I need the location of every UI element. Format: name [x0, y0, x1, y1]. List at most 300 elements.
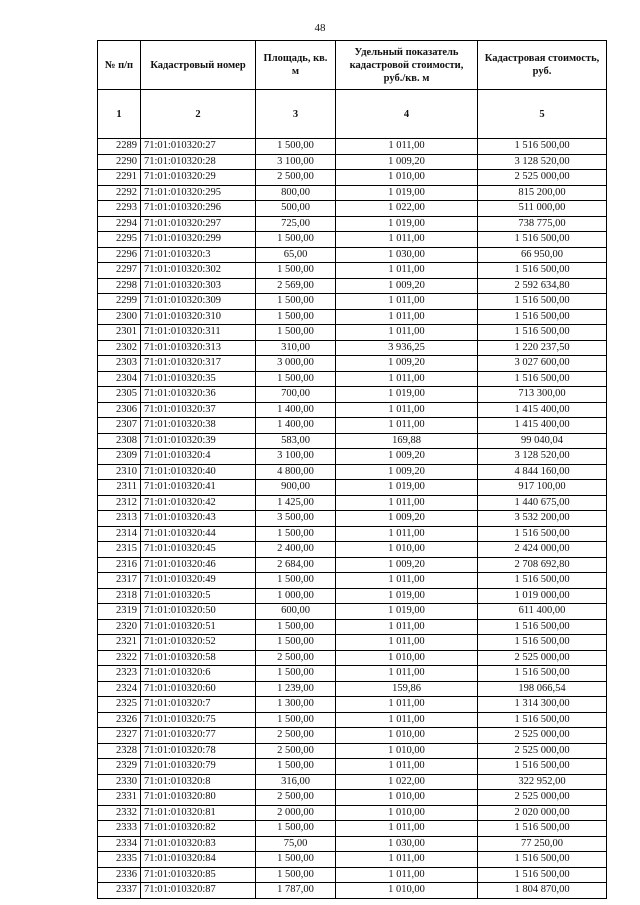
area-cell: 1 500,00 — [256, 852, 336, 868]
cadastral-value-cell: 1 516 500,00 — [478, 821, 607, 837]
cadastral-number-cell: 71:01:010320:295 — [141, 185, 256, 201]
area-cell: 1 500,00 — [256, 232, 336, 248]
cadastral-value-cell: 611 400,00 — [478, 604, 607, 620]
table-row — [98, 139, 607, 155]
specific-value-cell: 159,86 — [336, 681, 478, 697]
area-cell: 2 500,00 — [256, 743, 336, 759]
cadastral-value-cell: 917 100,00 — [478, 480, 607, 496]
table-row — [98, 402, 607, 418]
area-cell: 2 500,00 — [256, 170, 336, 186]
specific-value-cell: 1 022,00 — [336, 201, 478, 217]
table-row — [98, 247, 607, 263]
specific-value-cell: 1 019,00 — [336, 480, 478, 496]
cadastral-value-cell: 2 020 000,00 — [478, 805, 607, 821]
table-row — [98, 232, 607, 248]
table-row — [98, 573, 607, 589]
cadastral-number-cell: 71:01:010320:8 — [141, 774, 256, 790]
specific-value-cell: 1 011,00 — [336, 526, 478, 542]
specific-value-cell: 1 010,00 — [336, 728, 478, 744]
cadastral-number-cell: 71:01:010320:37 — [141, 402, 256, 418]
specific-value-cell: 1 011,00 — [336, 309, 478, 325]
cadastral-number-cell: 71:01:010320:78 — [141, 743, 256, 759]
specific-value-cell: 3 936,25 — [336, 340, 478, 356]
area-cell: 1 500,00 — [256, 712, 336, 728]
cadastral-value-cell: 1 804 870,00 — [478, 883, 607, 899]
area-cell: 2 500,00 — [256, 790, 336, 806]
row-number-cell: 2319 — [98, 604, 141, 620]
cadastral-value-cell: 1 516 500,00 — [478, 139, 607, 155]
cadastral-value-cell: 738 775,00 — [478, 216, 607, 232]
area-cell: 1 500,00 — [256, 263, 336, 279]
cadastral-value-cell: 1 516 500,00 — [478, 666, 607, 682]
row-number-cell: 2303 — [98, 356, 141, 372]
column-number: 2 — [141, 90, 256, 139]
table-row — [98, 697, 607, 713]
column-number: 5 — [478, 90, 607, 139]
cadastral-number-cell: 71:01:010320:41 — [141, 480, 256, 496]
area-cell: 1 500,00 — [256, 821, 336, 837]
cadastral-number-cell: 71:01:010320:82 — [141, 821, 256, 837]
row-number-cell: 2336 — [98, 867, 141, 883]
cadastral-number-cell: 71:01:010320:309 — [141, 294, 256, 310]
specific-value-cell: 1 011,00 — [336, 325, 478, 341]
cadastral-number-cell: 71:01:010320:299 — [141, 232, 256, 248]
row-number-cell: 2325 — [98, 697, 141, 713]
area-cell: 1 000,00 — [256, 588, 336, 604]
specific-value-cell: 1 011,00 — [336, 371, 478, 387]
row-number-cell: 2315 — [98, 542, 141, 558]
cadastral-value-cell: 198 066,54 — [478, 681, 607, 697]
table-row — [98, 681, 607, 697]
table-row — [98, 201, 607, 217]
row-number-cell: 2309 — [98, 449, 141, 465]
row-number-cell: 2302 — [98, 340, 141, 356]
row-number-cell: 2327 — [98, 728, 141, 744]
specific-value-cell: 1 011,00 — [336, 232, 478, 248]
table-row — [98, 836, 607, 852]
area-cell: 2 500,00 — [256, 650, 336, 666]
cadastral-value-cell: 2 525 000,00 — [478, 728, 607, 744]
cadastral-value-cell: 1 516 500,00 — [478, 371, 607, 387]
specific-value-cell: 1 022,00 — [336, 774, 478, 790]
cadastral-value-cell: 1 220 237,50 — [478, 340, 607, 356]
cadastral-number-cell: 71:01:010320:46 — [141, 557, 256, 573]
specific-value-cell: 1 011,00 — [336, 697, 478, 713]
header-row-number: № п/п — [98, 41, 141, 90]
specific-value-cell: 1 019,00 — [336, 588, 478, 604]
row-number-cell: 2308 — [98, 433, 141, 449]
table-row — [98, 542, 607, 558]
specific-value-cell: 1 011,00 — [336, 635, 478, 651]
cadastral-number-cell: 71:01:010320:313 — [141, 340, 256, 356]
area-cell: 75,00 — [256, 836, 336, 852]
cadastral-value-cell: 1 516 500,00 — [478, 294, 607, 310]
cadastral-number-cell: 71:01:010320:4 — [141, 449, 256, 465]
table-row — [98, 170, 607, 186]
area-cell: 1 500,00 — [256, 867, 336, 883]
specific-value-cell: 1 030,00 — [336, 247, 478, 263]
specific-value-cell: 1 009,20 — [336, 154, 478, 170]
specific-value-cell: 1 009,20 — [336, 449, 478, 465]
table-row — [98, 635, 607, 651]
row-number-cell: 2320 — [98, 619, 141, 635]
specific-value-cell: 1 019,00 — [336, 185, 478, 201]
table-row — [98, 433, 607, 449]
area-cell: 3 100,00 — [256, 449, 336, 465]
area-cell: 3 100,00 — [256, 154, 336, 170]
area-cell: 310,00 — [256, 340, 336, 356]
table-row — [98, 650, 607, 666]
area-cell: 1 500,00 — [256, 309, 336, 325]
row-number-cell: 2310 — [98, 464, 141, 480]
specific-value-cell: 1 011,00 — [336, 402, 478, 418]
area-cell: 1 400,00 — [256, 402, 336, 418]
specific-value-cell: 1 009,20 — [336, 464, 478, 480]
area-cell: 700,00 — [256, 387, 336, 403]
table-body — [98, 139, 607, 899]
row-number-cell: 2326 — [98, 712, 141, 728]
specific-value-cell: 1 009,20 — [336, 511, 478, 527]
table-row — [98, 449, 607, 465]
row-number-cell: 2328 — [98, 743, 141, 759]
header-cadastral-number: Кадастровый номер — [141, 41, 256, 90]
cadastral-number-cell: 71:01:010320:42 — [141, 495, 256, 511]
area-cell: 1 500,00 — [256, 139, 336, 155]
cadastral-number-cell: 71:01:010320:35 — [141, 371, 256, 387]
specific-value-cell: 169,88 — [336, 433, 478, 449]
area-cell: 1 500,00 — [256, 526, 336, 542]
area-cell: 1 300,00 — [256, 697, 336, 713]
row-number-cell: 2323 — [98, 666, 141, 682]
cadastral-value-cell: 1 440 675,00 — [478, 495, 607, 511]
table-row — [98, 387, 607, 403]
cadastral-number-cell: 71:01:010320:85 — [141, 867, 256, 883]
cadastral-value-cell: 1 415 400,00 — [478, 402, 607, 418]
row-number-cell: 2322 — [98, 650, 141, 666]
table-row — [98, 883, 607, 899]
specific-value-cell: 1 011,00 — [336, 495, 478, 511]
row-number-cell: 2317 — [98, 573, 141, 589]
cadastral-value-cell: 3 532 200,00 — [478, 511, 607, 527]
cadastral-value-cell: 1 314 300,00 — [478, 697, 607, 713]
cadastral-number-cell: 71:01:010320:28 — [141, 154, 256, 170]
row-number-cell: 2332 — [98, 805, 141, 821]
cadastral-number-cell: 71:01:010320:87 — [141, 883, 256, 899]
table-row — [98, 526, 607, 542]
area-cell: 600,00 — [256, 604, 336, 620]
row-number-cell: 2337 — [98, 883, 141, 899]
cadastral-number-cell: 71:01:010320:29 — [141, 170, 256, 186]
table-row — [98, 712, 607, 728]
row-number-cell: 2291 — [98, 170, 141, 186]
table-row — [98, 371, 607, 387]
column-number: 3 — [256, 90, 336, 139]
table-row — [98, 216, 607, 232]
table-row — [98, 418, 607, 434]
cadastral-value-cell: 2 525 000,00 — [478, 790, 607, 806]
area-cell: 1 425,00 — [256, 495, 336, 511]
table-row — [98, 480, 607, 496]
cadastral-value-cell: 1 415 400,00 — [478, 418, 607, 434]
specific-value-cell: 1 030,00 — [336, 836, 478, 852]
area-cell: 800,00 — [256, 185, 336, 201]
row-number-cell: 2301 — [98, 325, 141, 341]
cadastral-value-cell: 1 516 500,00 — [478, 712, 607, 728]
cadastral-number-cell: 71:01:010320:51 — [141, 619, 256, 635]
cadastral-number-cell: 71:01:010320:75 — [141, 712, 256, 728]
row-number-cell: 2333 — [98, 821, 141, 837]
cadastral-value-cell: 3 128 520,00 — [478, 449, 607, 465]
table-row — [98, 852, 607, 868]
area-cell: 2 000,00 — [256, 805, 336, 821]
area-cell: 65,00 — [256, 247, 336, 263]
cadastral-value-cell: 1 516 500,00 — [478, 309, 607, 325]
cadastral-number-cell: 71:01:010320:5 — [141, 588, 256, 604]
specific-value-cell: 1 009,20 — [336, 356, 478, 372]
cadastral-number-cell: 71:01:010320:38 — [141, 418, 256, 434]
table-row — [98, 666, 607, 682]
row-number-cell: 2334 — [98, 836, 141, 852]
row-number-cell: 2307 — [98, 418, 141, 434]
cadastral-number-cell: 71:01:010320:84 — [141, 852, 256, 868]
area-cell: 583,00 — [256, 433, 336, 449]
row-number-cell: 2305 — [98, 387, 141, 403]
specific-value-cell: 1 011,00 — [336, 821, 478, 837]
header-cadastral-value: Кадастровая стоимость, руб. — [478, 41, 607, 90]
cadastral-number-cell: 71:01:010320:40 — [141, 464, 256, 480]
cadastral-number-cell: 71:01:010320:39 — [141, 433, 256, 449]
specific-value-cell: 1 009,20 — [336, 278, 478, 294]
table-row — [98, 309, 607, 325]
cadastral-number-cell: 71:01:010320:311 — [141, 325, 256, 341]
cadastral-number-cell: 71:01:010320:43 — [141, 511, 256, 527]
cadastral-number-cell: 71:01:010320:27 — [141, 139, 256, 155]
cadastral-number-cell: 71:01:010320:296 — [141, 201, 256, 217]
cadastral-value-cell: 1 516 500,00 — [478, 759, 607, 775]
area-cell: 1 500,00 — [256, 635, 336, 651]
cadastral-value-cell: 2 708 692,80 — [478, 557, 607, 573]
row-number-cell: 2300 — [98, 309, 141, 325]
area-cell: 1 500,00 — [256, 325, 336, 341]
row-number-cell: 2295 — [98, 232, 141, 248]
area-cell: 2 569,00 — [256, 278, 336, 294]
cadastral-number-cell: 71:01:010320:81 — [141, 805, 256, 821]
area-cell: 1 500,00 — [256, 371, 336, 387]
row-number-cell: 2329 — [98, 759, 141, 775]
table-row — [98, 867, 607, 883]
row-number-cell: 2298 — [98, 278, 141, 294]
area-cell: 500,00 — [256, 201, 336, 217]
table-row — [98, 263, 607, 279]
cadastral-value-cell: 1 516 500,00 — [478, 232, 607, 248]
row-number-cell: 2290 — [98, 154, 141, 170]
specific-value-cell: 1 011,00 — [336, 619, 478, 635]
cadastral-value-cell: 1 516 500,00 — [478, 619, 607, 635]
cadastral-value-table — [97, 40, 607, 899]
area-cell: 1 500,00 — [256, 759, 336, 775]
specific-value-cell: 1 011,00 — [336, 418, 478, 434]
cadastral-value-cell: 2 525 000,00 — [478, 170, 607, 186]
cadastral-value-cell: 4 844 160,00 — [478, 464, 607, 480]
header-specific-value: Удельный показатель кадастровой стоимости, руб./кв. м — [336, 41, 478, 90]
cadastral-value-cell: 99 040,04 — [478, 433, 607, 449]
area-cell: 1 500,00 — [256, 666, 336, 682]
row-number-cell: 2324 — [98, 681, 141, 697]
specific-value-cell: 1 010,00 — [336, 790, 478, 806]
table-row — [98, 356, 607, 372]
area-cell: 725,00 — [256, 216, 336, 232]
cadastral-value-cell: 1 019 000,00 — [478, 588, 607, 604]
specific-value-cell: 1 010,00 — [336, 805, 478, 821]
row-number-cell: 2330 — [98, 774, 141, 790]
row-number-cell: 2313 — [98, 511, 141, 527]
specific-value-cell: 1 011,00 — [336, 573, 478, 589]
table-row — [98, 495, 607, 511]
specific-value-cell: 1 011,00 — [336, 666, 478, 682]
cadastral-number-cell: 71:01:010320:303 — [141, 278, 256, 294]
cadastral-value-cell: 1 516 500,00 — [478, 635, 607, 651]
area-cell: 3 500,00 — [256, 511, 336, 527]
page-number: 48 — [314, 22, 326, 34]
area-cell: 1 787,00 — [256, 883, 336, 899]
cadastral-number-cell: 71:01:010320:297 — [141, 216, 256, 232]
cadastral-number-cell: 71:01:010320:77 — [141, 728, 256, 744]
row-number-cell: 2331 — [98, 790, 141, 806]
area-cell: 1 500,00 — [256, 619, 336, 635]
cadastral-value-cell: 511 000,00 — [478, 201, 607, 217]
table-row — [98, 821, 607, 837]
cadastral-number-cell: 71:01:010320:317 — [141, 356, 256, 372]
cadastral-value-cell: 322 952,00 — [478, 774, 607, 790]
table-row — [98, 185, 607, 201]
table-row — [98, 511, 607, 527]
row-number-cell: 2335 — [98, 852, 141, 868]
row-number-cell: 2318 — [98, 588, 141, 604]
row-number-cell: 2306 — [98, 402, 141, 418]
cadastral-value-cell: 1 516 500,00 — [478, 573, 607, 589]
table-row — [98, 790, 607, 806]
row-number-cell: 2294 — [98, 216, 141, 232]
specific-value-cell: 1 010,00 — [336, 542, 478, 558]
table-row — [98, 604, 607, 620]
area-cell: 1 500,00 — [256, 573, 336, 589]
row-number-cell: 2316 — [98, 557, 141, 573]
area-cell: 2 400,00 — [256, 542, 336, 558]
cadastral-number-cell: 71:01:010320:310 — [141, 309, 256, 325]
cadastral-number-cell: 71:01:010320:80 — [141, 790, 256, 806]
table-row — [98, 154, 607, 170]
cadastral-value-cell: 1 516 500,00 — [478, 325, 607, 341]
row-number-cell: 2296 — [98, 247, 141, 263]
specific-value-cell: 1 019,00 — [336, 387, 478, 403]
row-number-cell: 2311 — [98, 480, 141, 496]
row-number-cell: 2289 — [98, 139, 141, 155]
column-number: 4 — [336, 90, 478, 139]
table-row — [98, 278, 607, 294]
row-number-cell: 2292 — [98, 185, 141, 201]
cadastral-value-cell: 1 516 500,00 — [478, 852, 607, 868]
cadastral-number-cell: 71:01:010320:58 — [141, 650, 256, 666]
table-row — [98, 805, 607, 821]
specific-value-cell: 1 011,00 — [336, 294, 478, 310]
row-number-cell: 2312 — [98, 495, 141, 511]
row-number-cell: 2293 — [98, 201, 141, 217]
specific-value-cell: 1 011,00 — [336, 759, 478, 775]
cadastral-value-cell: 1 516 500,00 — [478, 526, 607, 542]
row-number-cell: 2299 — [98, 294, 141, 310]
specific-value-cell: 1 011,00 — [336, 712, 478, 728]
cadastral-value-cell: 2 592 634,80 — [478, 278, 607, 294]
row-number-cell: 2321 — [98, 635, 141, 651]
cadastral-number-cell: 71:01:010320:45 — [141, 542, 256, 558]
table-row — [98, 774, 607, 790]
area-cell: 1 500,00 — [256, 294, 336, 310]
column-number: 1 — [98, 90, 141, 139]
table-header-row — [98, 41, 607, 90]
row-number-cell: 2314 — [98, 526, 141, 542]
area-cell: 3 000,00 — [256, 356, 336, 372]
table-row — [98, 588, 607, 604]
area-cell: 1 400,00 — [256, 418, 336, 434]
cadastral-value-cell: 3 027 600,00 — [478, 356, 607, 372]
specific-value-cell: 1 019,00 — [336, 216, 478, 232]
table-row — [98, 728, 607, 744]
cadastral-value-cell: 2 525 000,00 — [478, 743, 607, 759]
table-row — [98, 743, 607, 759]
area-cell: 4 800,00 — [256, 464, 336, 480]
cadastral-value-cell: 77 250,00 — [478, 836, 607, 852]
cadastral-number-cell: 71:01:010320:302 — [141, 263, 256, 279]
specific-value-cell: 1 010,00 — [336, 170, 478, 186]
row-number-cell: 2297 — [98, 263, 141, 279]
specific-value-cell: 1 019,00 — [336, 604, 478, 620]
area-cell: 2 500,00 — [256, 728, 336, 744]
cadastral-value-cell: 815 200,00 — [478, 185, 607, 201]
table-row — [98, 464, 607, 480]
header-area: Площадь, кв. м — [256, 41, 336, 90]
specific-value-cell: 1 010,00 — [336, 743, 478, 759]
cadastral-number-cell: 71:01:010320:7 — [141, 697, 256, 713]
table-column-numbers-row — [98, 90, 607, 139]
cadastral-number-cell: 71:01:010320:6 — [141, 666, 256, 682]
specific-value-cell: 1 009,20 — [336, 557, 478, 573]
cadastral-value-cell: 3 128 520,00 — [478, 154, 607, 170]
cadastral-value-cell: 713 300,00 — [478, 387, 607, 403]
row-number-cell: 2304 — [98, 371, 141, 387]
cadastral-number-cell: 71:01:010320:44 — [141, 526, 256, 542]
cadastral-value-cell: 1 516 500,00 — [478, 263, 607, 279]
specific-value-cell: 1 011,00 — [336, 852, 478, 868]
cadastral-number-cell: 71:01:010320:60 — [141, 681, 256, 697]
table-row — [98, 294, 607, 310]
specific-value-cell: 1 010,00 — [336, 883, 478, 899]
specific-value-cell: 1 011,00 — [336, 263, 478, 279]
specific-value-cell: 1 011,00 — [336, 867, 478, 883]
cadastral-number-cell: 71:01:010320:83 — [141, 836, 256, 852]
cadastral-number-cell: 71:01:010320:79 — [141, 759, 256, 775]
table-row — [98, 557, 607, 573]
table-row — [98, 619, 607, 635]
area-cell: 316,00 — [256, 774, 336, 790]
area-cell: 900,00 — [256, 480, 336, 496]
cadastral-value-cell: 2 424 000,00 — [478, 542, 607, 558]
specific-value-cell: 1 010,00 — [336, 650, 478, 666]
table-row — [98, 325, 607, 341]
area-cell: 2 684,00 — [256, 557, 336, 573]
cadastral-value-cell: 66 950,00 — [478, 247, 607, 263]
specific-value-cell: 1 011,00 — [336, 139, 478, 155]
cadastral-value-cell: 1 516 500,00 — [478, 867, 607, 883]
